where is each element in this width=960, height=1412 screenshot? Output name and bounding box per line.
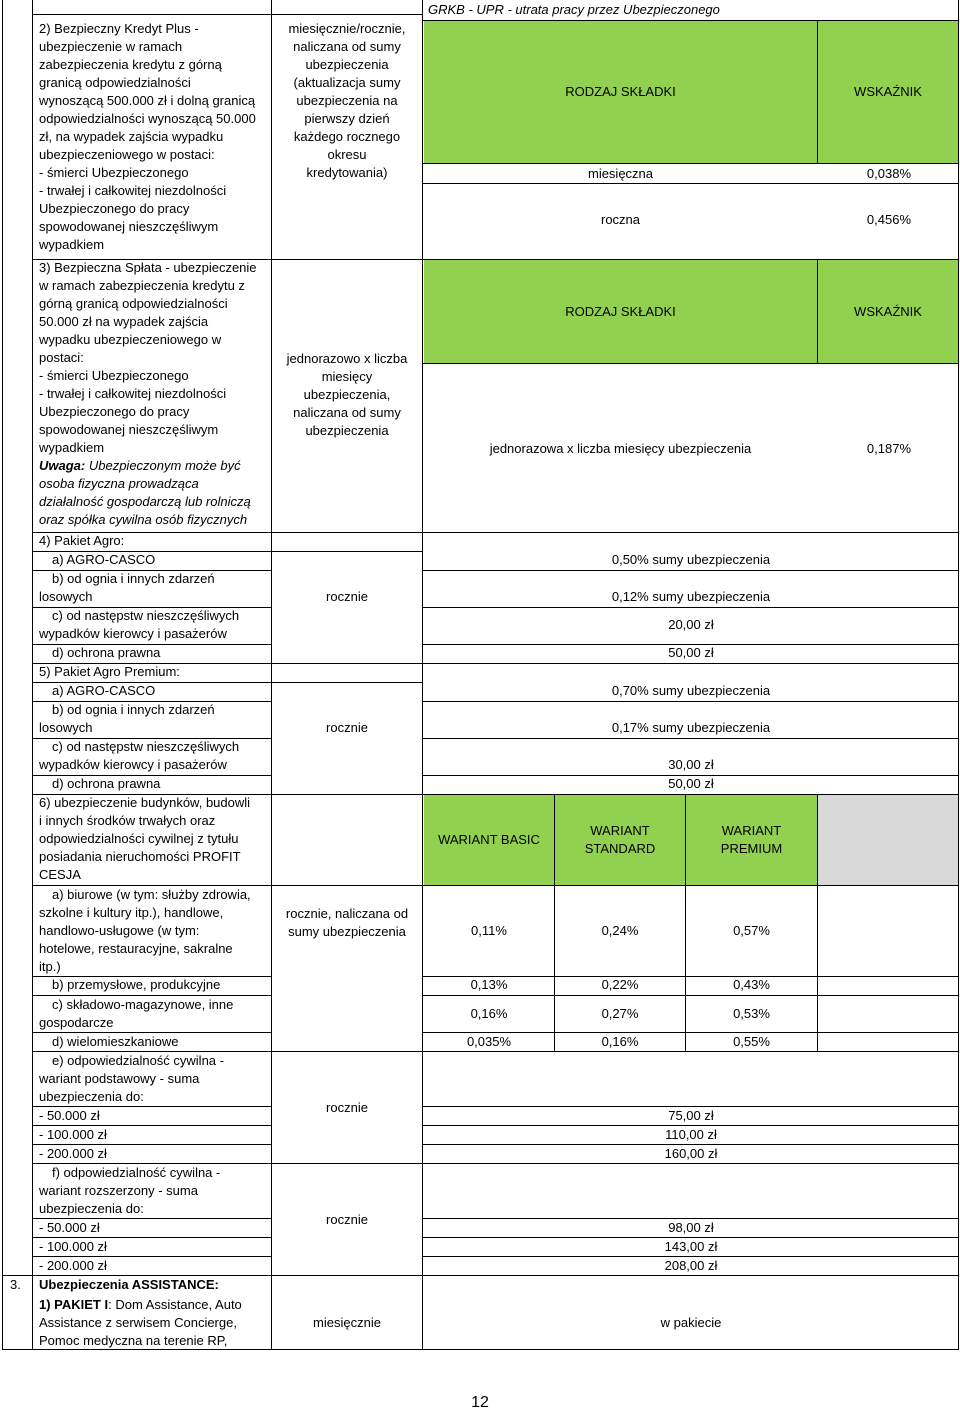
item6-f-sum-50k: - 50.000 zł [39,1220,100,1235]
item6-e-payment-mode: rocznie [326,1100,368,1115]
section3-title: Ubezpieczenia ASSISTANCE: [39,1277,219,1292]
hr [423,701,959,702]
item6-e-label: e) odpowiedzialność cywilna - wariant podstawowy - suma ubezpieczenia do: [39,1053,224,1104]
table-border-right [958,0,959,1350]
item5-a-value: 0,70% sumy ubezpieczenia [611,683,771,698]
col-wskaznik-header-2: WSKAŹNIK [854,304,922,319]
item4-b-value: 0,12% sumy ubezpieczenia [611,589,771,604]
item6-d-basic: 0,035% [466,1034,512,1049]
item4-d-label: d) ochrona prawna [52,645,161,660]
hr [32,532,959,533]
item6-payment-mode: rocznie, naliczana od sumy ubezpieczenia [285,906,409,939]
item6-b-standard: 0,22% [601,977,639,992]
item5-c-label: c) od następstw nieszczęśliwych wypadków kierowcy i pasażerów [39,739,240,772]
item6-title: 6) ubezpieczenie budynków, budowli i innych środków trwałych oraz odpowiedzialności cywilnej z tytułu posiadania nieruchomości PROFIT CESJA [39,795,251,882]
item5-d-value: 50,00 zł [668,776,714,791]
item3-type: jednorazowa x liczba miesięcy ubezpieczenia [489,441,752,456]
item6-f-payment-mode: rocznie [326,1212,368,1227]
item4-a-value: 0,50% sumy ubezpieczenia [611,552,771,567]
variant-premium-header: WARIANT PREMIUM [720,823,783,856]
item6-e-price-50k: 75,00 zł [668,1108,714,1123]
item2-rate-monthly: 0,038% [866,166,911,181]
variant-standard-header: WARIANT STANDARD [584,823,656,856]
vr [817,794,818,1052]
item6-e-price-200k: 160,00 zł [664,1146,718,1161]
item2-type-monthly: miesięczna [587,166,654,181]
table-border-left [2,0,3,1350]
item6-d-label: d) wielomieszkaniowe [52,1034,179,1049]
item2-type-yearly: roczna [600,212,641,227]
item6-e-price-100k: 110,00 zł [665,1127,717,1142]
item5-b-value: 0,17% sumy ubezpieczenia [611,720,771,735]
item6-d-premium: 0,55% [733,1034,770,1049]
item6-f-label: f) odpowiedzialność cywilna - wariant rozszerzony - suma ubezpieczenia do: [39,1165,221,1216]
item6-a-basic: 0,11% [471,923,507,938]
hr [423,607,959,608]
item5-c-value: 30,00 zł [668,757,714,772]
variant-basic-header: WARIANT BASIC [438,832,540,847]
item6-f-price-200k: 208,00 zł [664,1258,718,1273]
hr [423,183,959,184]
item4-a-label: a) AGRO-CASCO [52,552,156,567]
item5-a-label: a) AGRO-CASCO [52,683,156,698]
item4-d-value: 50,00 zł [668,645,714,660]
item6-c-standard: 0,27% [601,1006,639,1021]
item3-note-label: Uwaga: [39,458,86,473]
section3-payment-mode: miesięcznie [313,1315,381,1330]
item4-title: 4) Pakiet Agro: [39,533,125,548]
table-border-col2 [271,0,272,1350]
item6-b-basic: 0,13% [470,977,508,992]
item6-b-label: b) przemysłowe, produkcyjne [52,977,221,992]
item3-payment-mode: jednorazowo x liczba miesięcy ubezpieczenia, naliczana od sumy ubezpieczenia [286,351,408,438]
item6-f-sum-200k: - 200.000 zł [39,1258,107,1273]
item6-e-sum-100k: - 100.000 zł [39,1127,107,1142]
table-border-col1 [32,0,33,1350]
col-rodzaj-header: RODZAJ SKŁADKI [565,84,676,99]
item2-description: 2) Bezpieczny Kredyt Plus - ubezpieczenie w ramach zabezpieczenia kredytu z górną granicą odpowiedzialności wynoszącą 500.000 zł i dolną granicą odpowiedzialności wynoszącą 50.000 zł, na wypadek zajścia wypadku ubezpieczeniowego w postaci: - śmierci Ubezpieczonego - trwałej i całkowitej niezdolności Ubezpieczonego do pracy spowodowanej nieszczęśliwym wypadkiem [39,21,256,252]
item6-e-sum-200k: - 200.000 zł [39,1146,107,1161]
item4-c-value: 20,00 zł [668,617,714,632]
item6-a-standard: 0,24% [601,923,639,938]
hr [423,163,959,164]
section3-item: 1) PAKIET I: Dom Assistance, Auto Assistance z serwisem Concierge, Pomoc medyczna na terenie RP, [39,1297,242,1348]
col-wskaznik-header: WSKAŹNIK [854,84,922,99]
hr [423,995,959,996]
item3-description: 3) Bezpieczna Spłata - ubezpieczenie w ramach zabezpieczenia kredytu z górną granicą odpowiedzialności 50.000 zł na wypadek zajścia wypadku ubezpieczeniowego w postaci: - śmierci Ubezpieczonego - trwałej i całkowitej niezdolności Ubezpieczonego do pracy spowodowanej nieszczęśliwym wypadkiem Uwaga: Ubezpieczonym może być osoba fizyczna prowadząca działalność gospodarczą lub rolniczą oraz spółka cywilna osób fizycznych [39,260,257,527]
item6-b-premium: 0,43% [733,977,770,992]
item4-c-label: c) od następstw nieszczęśliwych wypadków kierowcy i pasażerów [39,608,240,641]
item5-title: 5) Pakiet Agro Premium: [39,664,180,679]
hr [32,14,422,15]
item6-f-price-50k: 98,00 zł [668,1220,714,1235]
item6-c-label: c) składowo-magazynowe, inne gospodarcze [39,997,234,1030]
hr [423,738,959,739]
item6-d-standard: 0,16% [601,1034,639,1049]
item2-rate-yearly: 0,456% [866,212,911,227]
variant-empty-cell [818,795,958,885]
table-border-col3 [422,0,423,1350]
item6-f-price-100k: 143,00 zł [664,1239,718,1254]
item6-e-sum-50k: - 50.000 zł [39,1108,100,1123]
item4-b-label: b) od ognia i innych zdarzeń losowych [39,571,215,604]
item3-rate: 0,187% [866,441,911,456]
section3-number: 3. [10,1277,21,1292]
item4-payment-mode: rocznie [326,589,368,604]
pakiet-label: 1) PAKIET I [39,1297,109,1312]
item6-f-sum-100k: - 100.000 zł [39,1239,107,1254]
item2-payment-mode: miesięcznie/rocznie, naliczana od sumy ubezpieczenia (aktualizacja sumy ubezpieczenia na pierwszy dzień każdego rocznego okresu kredytowania) [288,21,406,180]
item6-a-label: a) biurowe (w tym: służby zdrowia, szkolne i kultury itp.), handlowe, handlowo-usługowe (w tym: hotelowe, restauracyjne, sakralne itp.) [39,887,251,974]
hr [423,363,959,364]
grkb-upr-header: GRKB - UPR - utrata pracy przez Ubezpieczonego [428,2,720,17]
item6-c-premium: 0,53% [733,1006,770,1021]
item6-a-premium: 0,57% [733,923,770,938]
section3-value: w pakiecie [660,1315,722,1330]
col-rodzaj-header-2: RODZAJ SKŁADKI [565,304,676,319]
item6-c-basic: 0,16% [470,1006,508,1021]
hr [423,570,959,571]
item5-b-label: b) od ognia i innych zdarzeń losowych [39,702,215,735]
page-number: 12 [471,1394,489,1411]
hr [423,885,959,886]
item5-d-label: d) ochrona prawna [52,776,161,791]
item5-payment-mode: rocznie [326,720,368,735]
